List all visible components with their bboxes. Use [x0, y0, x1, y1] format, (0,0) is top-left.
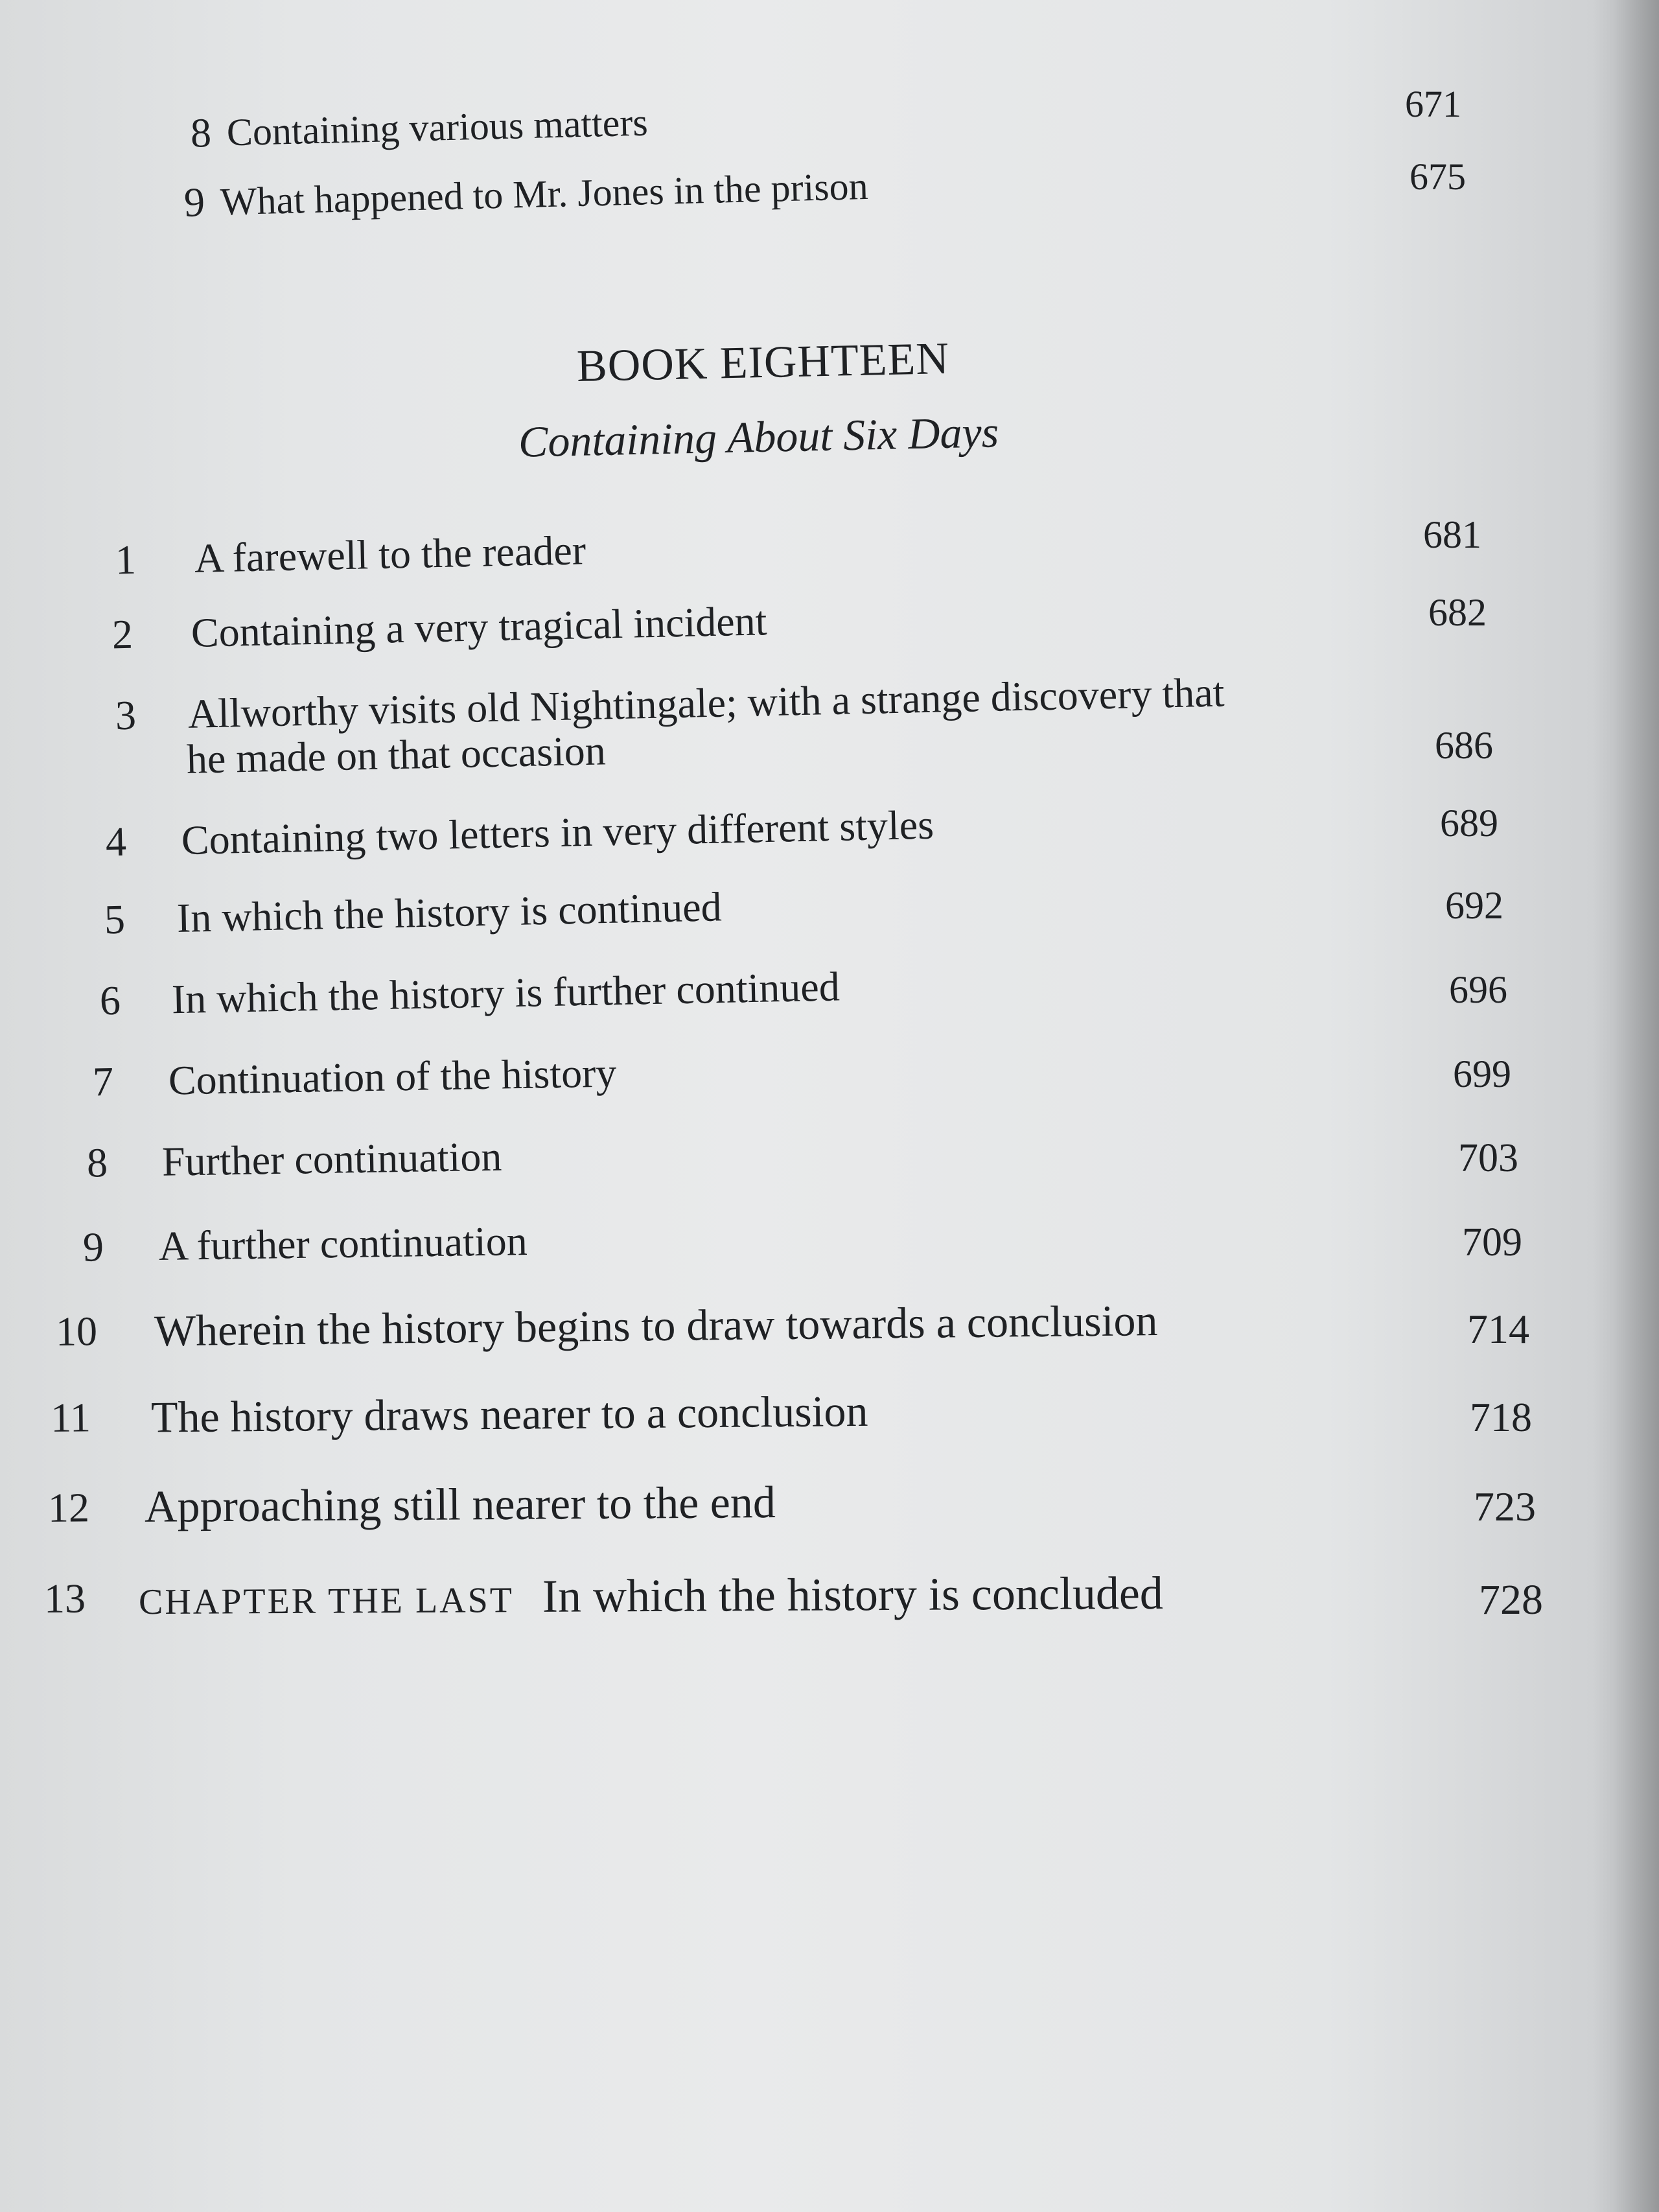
page-number: 718	[1470, 1394, 1532, 1440]
chapter-number: 9	[183, 178, 205, 226]
chapter-number: 13	[43, 1575, 86, 1622]
page-number: 709	[1462, 1220, 1522, 1264]
page-number: 671	[1405, 83, 1461, 125]
toc-entry	[97, 504, 1393, 590]
page-number: 682	[1428, 591, 1487, 634]
toc-entry	[42, 1377, 1468, 1447]
chapter-number: 1	[115, 536, 137, 583]
page-number: 699	[1453, 1053, 1511, 1095]
chapter-number: 6	[99, 977, 121, 1024]
chapter-label: CHAPTER THE LAST	[138, 1580, 515, 1623]
chapter-title: In which the history is further continued	[171, 963, 841, 1023]
page-number: 675	[1410, 156, 1466, 198]
chapter-title: A further continuation	[158, 1218, 528, 1269]
chapter-title: Allworthy visits old Nightingale; with a strange discovery that	[187, 669, 1225, 737]
chapter-title: In which the history is concluded	[542, 1566, 1163, 1622]
toc-entry	[87, 785, 1448, 872]
chapter-title: Wherein the history begins to draw towards a conclusion	[154, 1296, 1158, 1356]
chapter-number: 2	[111, 611, 133, 658]
page-number: 714	[1467, 1306, 1529, 1352]
page-number: 696	[1449, 968, 1507, 1011]
toc-entry	[80, 863, 1442, 949]
chapter-title: What happened to Mr. Jones in the prison	[220, 164, 869, 224]
chapter-number: 8	[86, 1139, 108, 1186]
chapter-number: 11	[51, 1394, 91, 1441]
toc-entry	[71, 1113, 1432, 1193]
chapter-number: 10	[55, 1308, 98, 1355]
page-number: 689	[1440, 802, 1498, 844]
toc-entry	[38, 1469, 1464, 1537]
chapter-number: 5	[104, 896, 126, 943]
book-title: BOOK EIGHTEEN	[576, 333, 950, 392]
chapter-title: Further continuation	[161, 1133, 502, 1185]
chapter-title: The history draws nearer to a conclusion	[150, 1386, 868, 1442]
chapter-number: 7	[92, 1058, 114, 1105]
toc-entry	[74, 1029, 1435, 1112]
page-number: 692	[1445, 884, 1503, 927]
chapter-title: Approaching still nearer to the end	[144, 1478, 776, 1532]
chapter-number: 9	[82, 1224, 104, 1270]
toc-entry	[93, 579, 1390, 664]
chapter-title-group	[139, 1564, 1163, 1631]
toc-entry	[77, 946, 1439, 1030]
toc-entry	[34, 1562, 1524, 1628]
toc-entry	[64, 1200, 1426, 1277]
chapter-title-line2: he made on that occasion	[186, 727, 607, 782]
chapter-title: Containing various matters	[226, 100, 649, 154]
chapter-number: 3	[115, 692, 137, 739]
chapter-title: In which the history is continued	[176, 883, 723, 941]
page-number: 681	[1423, 513, 1481, 556]
chapter-title: Continuation of the history	[168, 1049, 617, 1104]
page-number: 686	[1435, 724, 1493, 767]
page-number: 703	[1458, 1136, 1518, 1180]
chapter-number: 12	[47, 1484, 90, 1531]
page-gutter-shadow	[1614, 0, 1659, 2212]
page-number: 728	[1479, 1576, 1543, 1624]
chapter-title: Containing two letters in very different styles	[181, 801, 934, 863]
page-number: 723	[1474, 1484, 1536, 1530]
chapter-title: Containing a very tragical incident	[191, 598, 768, 656]
book-subtitle: Containing About Six Days	[518, 407, 999, 467]
chapter-number: 8	[190, 109, 212, 156]
toc-entry	[45, 1288, 1472, 1361]
chapter-number: 4	[105, 818, 127, 865]
chapter-title: A farewell to the reader	[194, 527, 586, 581]
